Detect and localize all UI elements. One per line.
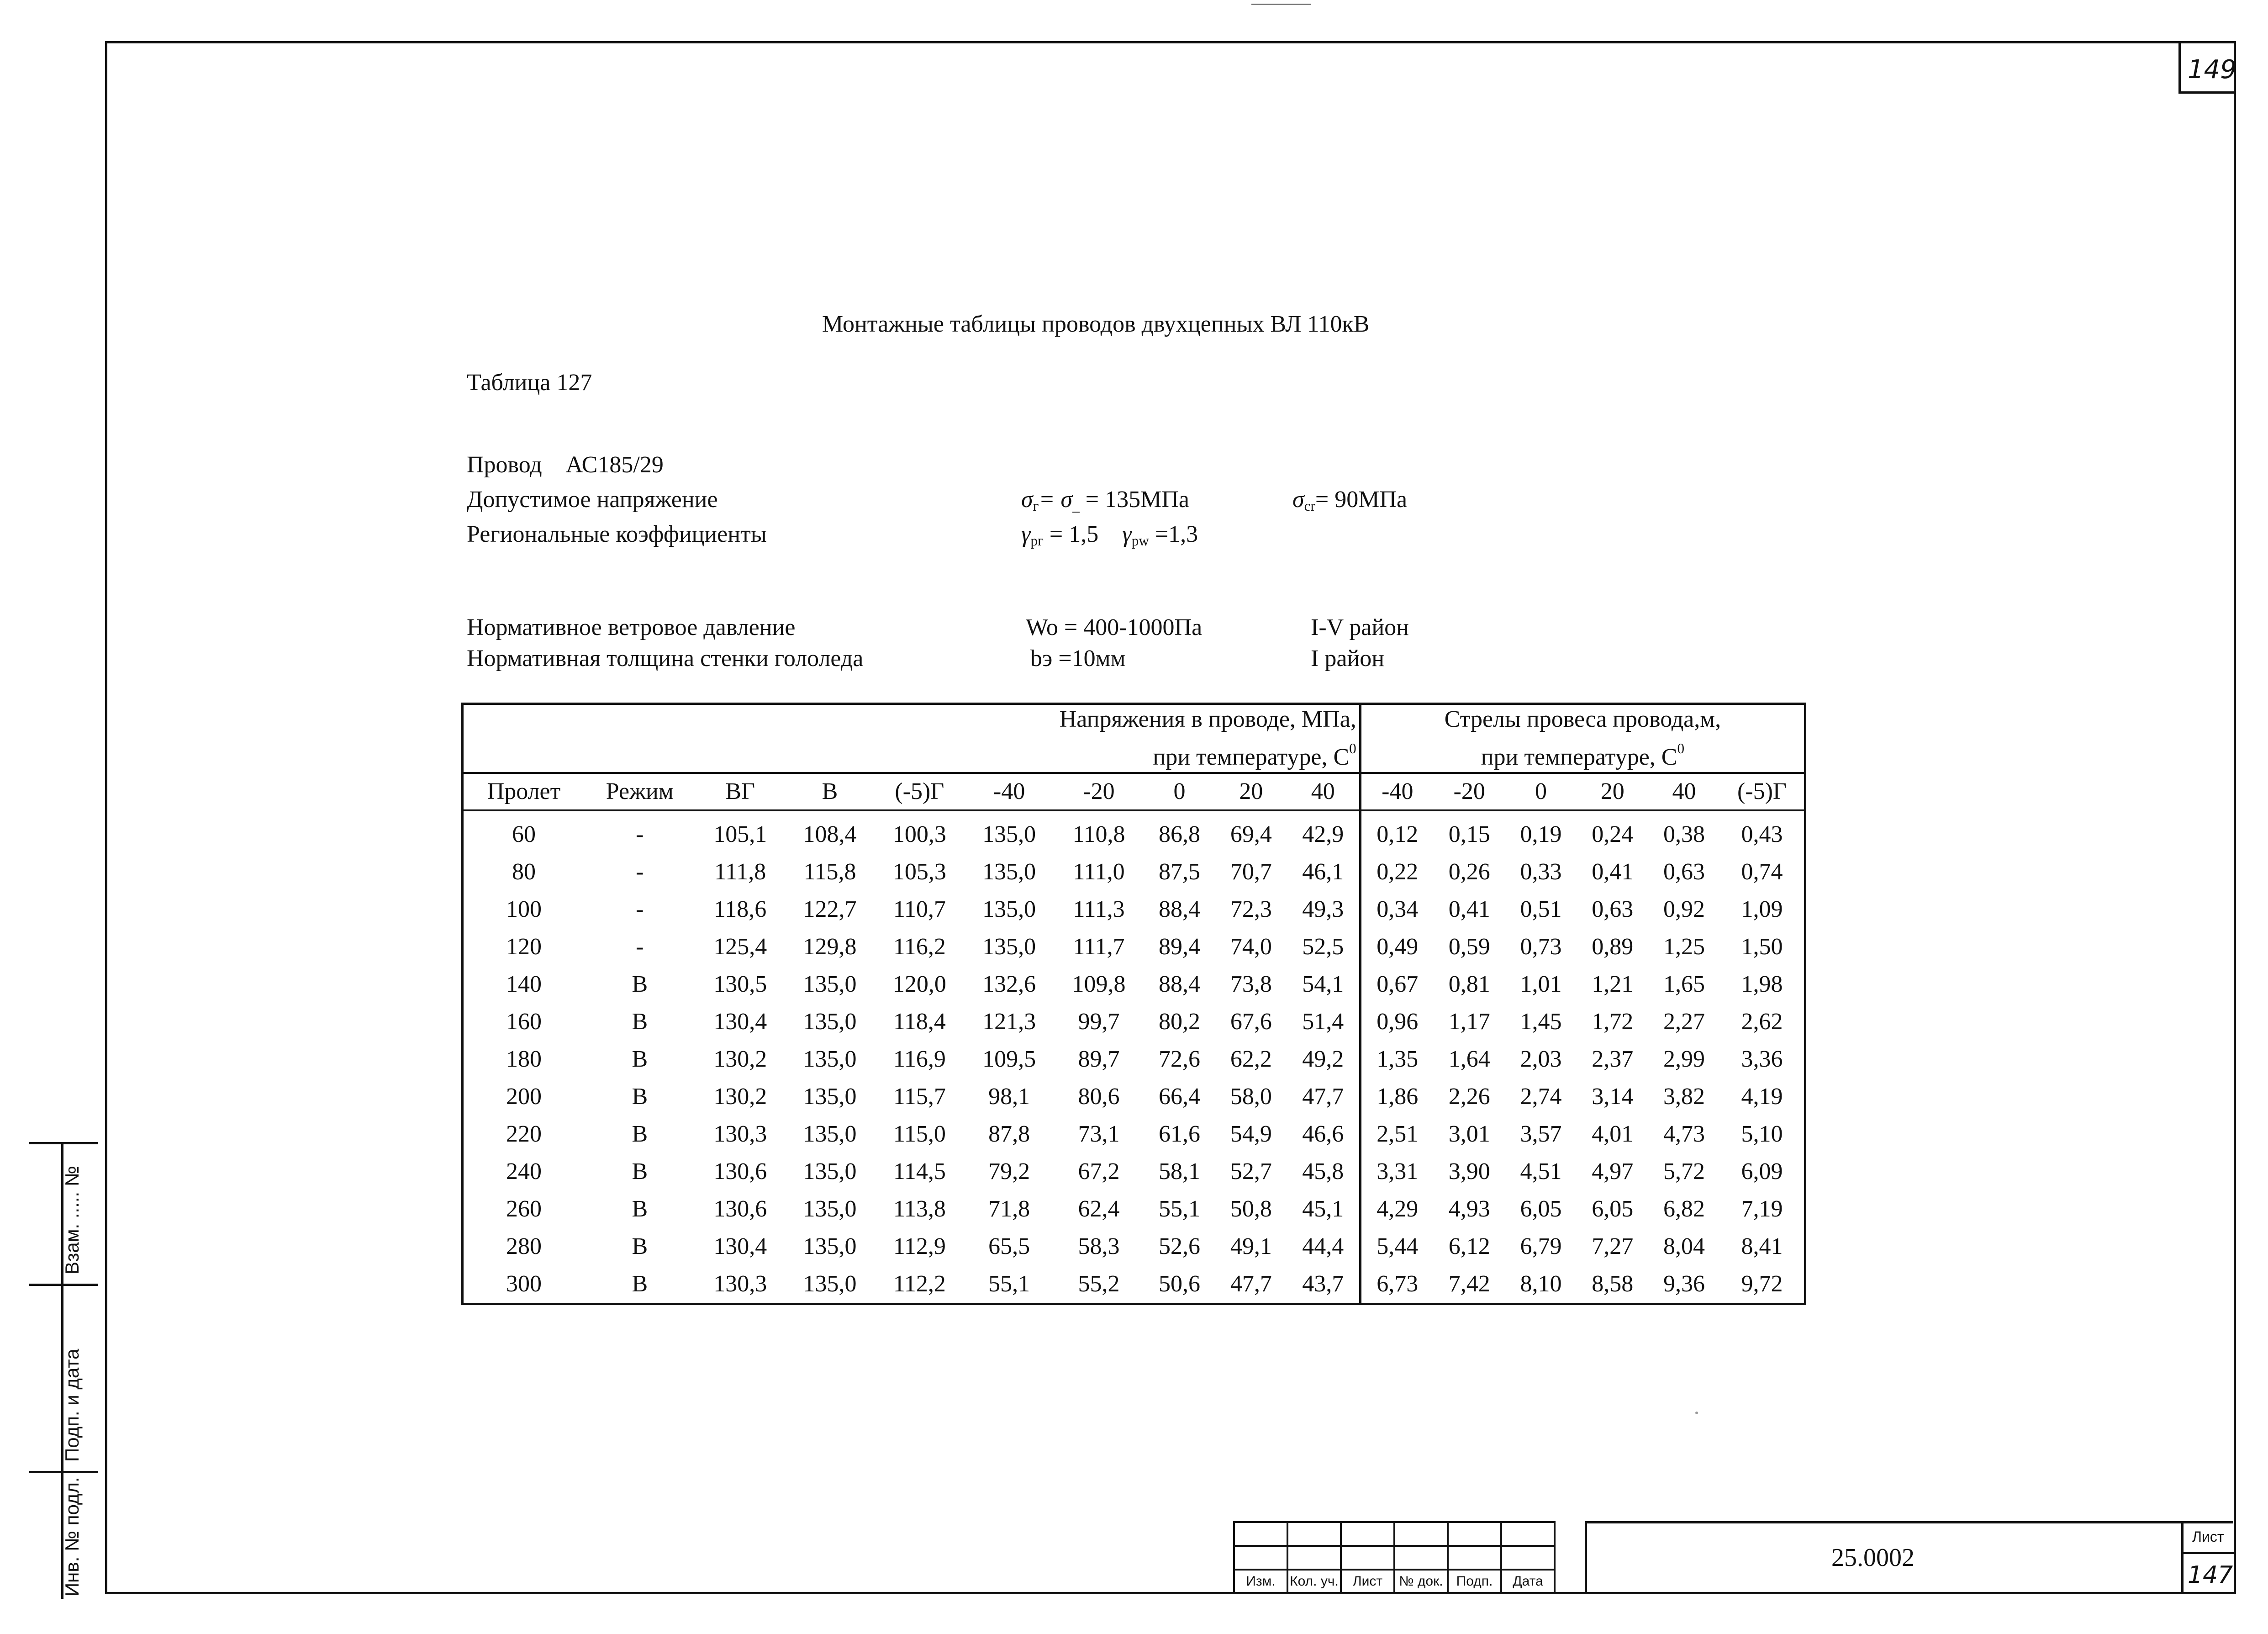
mode-cell: В xyxy=(632,1196,648,1222)
mode-cell: В xyxy=(632,1121,648,1148)
value-cell: 111,0 xyxy=(1073,859,1125,885)
value-cell: 135,0 xyxy=(982,821,1036,848)
value-cell: 2,74 xyxy=(1520,1084,1562,1110)
value-cell: 6,82 xyxy=(1663,1196,1705,1222)
value-cell: 130,2 xyxy=(713,1046,767,1073)
value-cell: 1,21 xyxy=(1592,971,1634,998)
value-cell: 49,3 xyxy=(1302,896,1344,923)
value-cell: 135,0 xyxy=(803,1121,857,1148)
value-cell: 135,0 xyxy=(803,1271,857,1297)
value-cell: 52,6 xyxy=(1159,1233,1201,1260)
mode-cell: - xyxy=(636,934,644,960)
value-cell: 87,8 xyxy=(988,1121,1030,1148)
value-cell: 115,8 xyxy=(803,859,856,885)
value-cell: 4,29 xyxy=(1360,1190,1434,1228)
value-cell: 73,8 xyxy=(1230,971,1272,998)
value-cell: 0,34 xyxy=(1360,891,1434,928)
value-cell: 67,2 xyxy=(1078,1158,1120,1185)
revision-header-cell: Изм. xyxy=(1234,1570,1287,1593)
wind-pressure-label: Нормативное ветровое давление xyxy=(467,614,796,640)
value-cell: 72,3 xyxy=(1230,896,1272,923)
value-cell: 3,14 xyxy=(1592,1084,1634,1110)
value-cell: 58,1 xyxy=(1159,1158,1201,1185)
value-cell: 55,1 xyxy=(1159,1196,1201,1222)
page-number: 149 xyxy=(2188,55,2236,85)
scan-speck xyxy=(1695,1412,1698,1414)
value-cell: 135,0 xyxy=(803,1046,857,1073)
top-scan-mark xyxy=(1251,4,1311,5)
column-header: -40 xyxy=(1360,773,1434,810)
table-row xyxy=(463,1116,1805,1153)
value-cell: 130,4 xyxy=(713,1233,767,1260)
value-cell: 58,0 xyxy=(1230,1084,1272,1110)
ice-thickness-value: bэ =10мм xyxy=(1030,645,1126,672)
value-cell: 109,5 xyxy=(982,1046,1036,1073)
table-row xyxy=(463,853,1805,891)
value-cell: 80,2 xyxy=(1159,1009,1201,1035)
wire-label: Провод xyxy=(467,452,542,478)
value-cell: 5,72 xyxy=(1663,1158,1705,1185)
regional-coefficients: $\gamma_{pг} = 1,5$ $\gamma_{pw} =1,3$ xyxy=(1021,521,1198,549)
value-cell: 69,4 xyxy=(1230,821,1272,848)
value-cell: 135,0 xyxy=(803,1158,857,1185)
value-cell: 0,63 xyxy=(1663,859,1705,885)
column-header: Режим xyxy=(584,773,696,810)
value-cell: 110,8 xyxy=(1072,821,1125,848)
value-cell: 0,38 xyxy=(1663,821,1705,848)
value-cell: 0,73 xyxy=(1520,934,1562,960)
value-cell: 0,15 xyxy=(1448,821,1490,848)
revision-header-cell: Лист xyxy=(1341,1570,1394,1593)
value-cell: 0,92 xyxy=(1663,896,1705,923)
document-title: Монтажные таблицы проводов двухцепных ВЛ 110кВ xyxy=(822,311,1370,337)
value-cell: 116,9 xyxy=(893,1046,946,1073)
value-cell: 87,5 xyxy=(1159,859,1201,885)
value-cell: 3,57 xyxy=(1520,1121,1562,1148)
ice-thickness-label: Нормативная толщина стенки гололеда xyxy=(467,645,864,672)
value-cell: 1,50 xyxy=(1741,934,1783,960)
value-cell: 58,3 xyxy=(1078,1233,1120,1260)
column-header: 40 xyxy=(1287,773,1361,810)
span-cell: 300 xyxy=(506,1271,542,1297)
value-cell: 52,7 xyxy=(1230,1158,1272,1185)
value-cell: 3,31 xyxy=(1360,1153,1434,1190)
wind-region: I-V район xyxy=(1311,614,1409,640)
value-cell: 5,44 xyxy=(1360,1228,1434,1265)
column-header: (-5)Г xyxy=(1720,773,1805,810)
span-cell: 260 xyxy=(506,1196,542,1222)
average-stress: $\sigma_{cr}= 90МПа$ xyxy=(1292,486,1408,514)
value-cell: 50,8 xyxy=(1230,1196,1272,1222)
value-cell: 109,8 xyxy=(1072,971,1126,998)
value-cell: 6,79 xyxy=(1520,1233,1562,1260)
value-cell: 1,17 xyxy=(1448,1009,1490,1035)
binding-strip xyxy=(29,1142,98,1599)
value-cell: 1,09 xyxy=(1741,896,1783,923)
value-cell: 115,7 xyxy=(893,1084,946,1110)
value-cell: 9,36 xyxy=(1663,1271,1705,1297)
value-cell: 51,4 xyxy=(1302,1009,1344,1035)
column-header: -20 xyxy=(1054,773,1144,810)
value-cell: 130,6 xyxy=(713,1158,767,1185)
mode-cell: - xyxy=(636,821,644,848)
value-cell: 0,26 xyxy=(1448,859,1490,885)
value-cell: 7,27 xyxy=(1592,1233,1634,1260)
value-cell: 45,1 xyxy=(1302,1196,1344,1222)
value-cell: 2,62 xyxy=(1741,1009,1783,1035)
value-cell: 65,5 xyxy=(988,1233,1030,1260)
value-cell: 6,05 xyxy=(1520,1196,1562,1222)
value-cell: 135,0 xyxy=(803,1233,857,1260)
value-cell: 135,0 xyxy=(982,934,1036,960)
value-cell: 86,8 xyxy=(1159,821,1201,848)
value-cell: 0,43 xyxy=(1741,821,1783,848)
value-cell: 130,6 xyxy=(713,1196,767,1222)
value-cell: 46,6 xyxy=(1302,1121,1344,1148)
allowed-stress-label: Допустимое напряжение xyxy=(467,486,718,513)
value-cell: 89,7 xyxy=(1078,1046,1120,1073)
value-cell: 3,82 xyxy=(1663,1084,1705,1110)
title-block xyxy=(1233,1521,2236,1594)
column-header: (-5)Г xyxy=(875,773,964,810)
wind-pressure-value: Wo = 400-1000Па xyxy=(1026,614,1203,640)
mode-cell: - xyxy=(636,896,644,923)
value-cell: 130,4 xyxy=(713,1009,767,1035)
value-cell: 0,59 xyxy=(1448,934,1490,960)
column-header: 20 xyxy=(1215,773,1287,810)
span-cell: 60 xyxy=(512,821,536,848)
value-cell: 110,7 xyxy=(893,896,946,923)
value-cell: 108,4 xyxy=(803,821,857,848)
value-cell: 0,41 xyxy=(1448,896,1490,923)
column-header: -40 xyxy=(965,773,1054,810)
table-row xyxy=(463,1041,1805,1078)
value-cell: 3,01 xyxy=(1448,1121,1490,1148)
span-cell: 280 xyxy=(506,1233,542,1260)
value-cell: 135,0 xyxy=(803,971,857,998)
value-cell: 6,73 xyxy=(1360,1265,1434,1304)
value-cell: 49,2 xyxy=(1302,1046,1344,1073)
value-cell: 8,10 xyxy=(1520,1271,1562,1297)
span-cell: 180 xyxy=(506,1046,542,1073)
value-cell: 4,19 xyxy=(1741,1084,1783,1110)
value-cell: 2,99 xyxy=(1663,1046,1705,1073)
value-cell: 99,7 xyxy=(1078,1009,1120,1035)
value-cell: 0,89 xyxy=(1592,934,1634,960)
span-cell: 80 xyxy=(512,859,536,885)
mode-cell: - xyxy=(636,859,644,885)
sag-group-header: Стрелы провеса провода,м, при температуре, $С^0$ xyxy=(1360,704,1805,773)
group-header-row xyxy=(463,704,1805,773)
span-cell: 140 xyxy=(506,971,542,998)
column-header: -20 xyxy=(1434,773,1505,810)
value-cell: 50,6 xyxy=(1159,1271,1201,1297)
revision-header-cell: № док. xyxy=(1394,1570,1448,1593)
table-row xyxy=(463,928,1805,966)
value-cell: 0,41 xyxy=(1592,859,1634,885)
value-cell: 72,6 xyxy=(1159,1046,1201,1073)
value-cell: 2,26 xyxy=(1448,1084,1490,1110)
value-cell: 62,2 xyxy=(1230,1046,1272,1073)
value-cell: 55,1 xyxy=(988,1271,1030,1297)
value-cell: 43,7 xyxy=(1302,1271,1344,1297)
table-row xyxy=(463,1265,1805,1304)
value-cell: 0,74 xyxy=(1741,859,1783,885)
value-cell: 71,8 xyxy=(988,1196,1030,1222)
value-cell: 8,04 xyxy=(1663,1233,1705,1260)
mode-cell: В xyxy=(632,1046,648,1073)
column-header-row xyxy=(463,773,1805,810)
value-cell: 2,37 xyxy=(1592,1046,1634,1073)
value-cell: 98,1 xyxy=(988,1084,1030,1110)
wire-value: АС185/29 xyxy=(565,452,664,478)
value-cell: 73,1 xyxy=(1078,1121,1120,1148)
value-cell: 4,93 xyxy=(1448,1196,1490,1222)
sheet-label: Лист xyxy=(2192,1528,2224,1545)
value-cell: 44,4 xyxy=(1302,1233,1344,1260)
table-row xyxy=(463,966,1805,1003)
table-row xyxy=(463,1228,1805,1265)
value-cell: 135,0 xyxy=(803,1196,857,1222)
value-cell: 4,51 xyxy=(1520,1158,1562,1185)
value-cell: 70,7 xyxy=(1230,859,1272,885)
value-cell: 115,0 xyxy=(893,1121,946,1148)
mode-cell: В xyxy=(632,971,648,998)
stress-group-header: Напряжения в проводе, МПа, при температуре, $С^0$ xyxy=(1059,706,1356,770)
value-cell: 0,67 xyxy=(1360,966,1434,1003)
value-cell: 118,4 xyxy=(893,1009,946,1035)
revision-header-cell: Кол. уч. xyxy=(1287,1570,1341,1593)
value-cell: 113,8 xyxy=(893,1196,946,1222)
value-cell: 89,4 xyxy=(1159,934,1201,960)
value-cell: 54,9 xyxy=(1230,1121,1272,1148)
value-cell: 2,27 xyxy=(1663,1009,1705,1035)
value-cell: 130,3 xyxy=(713,1121,767,1148)
value-cell: 135,0 xyxy=(982,896,1036,923)
value-cell: 1,25 xyxy=(1663,934,1705,960)
value-cell: 45,8 xyxy=(1302,1158,1344,1185)
column-header: 0 xyxy=(1505,773,1577,810)
revision-header-row xyxy=(1234,1570,1555,1593)
value-cell: 0,51 xyxy=(1520,896,1562,923)
value-cell: 1,65 xyxy=(1663,971,1705,998)
value-cell: 129,8 xyxy=(803,934,857,960)
column-header: Пролет xyxy=(463,773,585,810)
value-cell: 1,01 xyxy=(1520,971,1562,998)
column-header: В xyxy=(785,773,875,810)
table-label: Таблица 127 xyxy=(467,370,592,396)
value-cell: 6,09 xyxy=(1741,1158,1783,1185)
document-code: 25.0002 xyxy=(1831,1544,1915,1572)
span-cell: 240 xyxy=(506,1158,542,1185)
revision-header-cell: Дата xyxy=(1501,1570,1555,1593)
value-cell: 135,0 xyxy=(982,859,1036,885)
regional-coefficients-label: Региональные коэффициенты xyxy=(467,521,767,547)
value-cell: 111,7 xyxy=(1073,934,1125,960)
column-header: 20 xyxy=(1577,773,1648,810)
value-cell: 47,7 xyxy=(1230,1271,1272,1297)
value-cell: 3,36 xyxy=(1741,1046,1783,1073)
value-cell: 0,81 xyxy=(1448,971,1490,998)
sheet-number: 147 xyxy=(2188,1561,2233,1589)
value-cell: 3,90 xyxy=(1448,1158,1490,1185)
value-cell: 0,22 xyxy=(1360,853,1434,891)
value-cell: 9,72 xyxy=(1741,1271,1783,1297)
table-row xyxy=(463,891,1805,928)
column-header: 0 xyxy=(1144,773,1215,810)
value-cell: 1,35 xyxy=(1360,1041,1434,1078)
sheet-divider xyxy=(2181,1552,2236,1554)
value-cell: 4,01 xyxy=(1592,1121,1634,1148)
value-cell: 116,2 xyxy=(893,934,946,960)
value-cell: 7,19 xyxy=(1741,1196,1783,1222)
value-cell: 118,6 xyxy=(714,896,767,923)
value-cell: 130,2 xyxy=(713,1084,767,1110)
value-cell: 1,86 xyxy=(1360,1078,1434,1116)
value-cell: 114,5 xyxy=(893,1158,946,1185)
value-cell: 88,4 xyxy=(1159,971,1201,998)
span-cell: 200 xyxy=(506,1084,542,1110)
replacement-field: Взам. ..... № xyxy=(61,1166,83,1274)
value-cell: 5,10 xyxy=(1741,1121,1783,1148)
value-cell: 52,5 xyxy=(1302,934,1344,960)
allowed-stress-formula: $\sigma_г= \sigma_{\_} = 135МПа$ xyxy=(1021,486,1189,514)
value-cell: 4,73 xyxy=(1663,1121,1705,1148)
table-row xyxy=(463,810,1805,853)
table-body xyxy=(463,810,1805,1304)
value-cell: 0,33 xyxy=(1520,859,1562,885)
signature-date-field: Подп. и дата xyxy=(61,1348,83,1462)
value-cell: 2,03 xyxy=(1520,1046,1562,1073)
value-cell: 112,2 xyxy=(893,1271,946,1297)
value-cell: 6,05 xyxy=(1592,1196,1634,1222)
mode-cell: В xyxy=(632,1233,648,1260)
revision-header-cell: Подп. xyxy=(1448,1570,1501,1593)
revision-grid xyxy=(1233,1521,1556,1594)
column-header: 40 xyxy=(1648,773,1720,810)
value-cell: 111,8 xyxy=(714,859,766,885)
span-cell: 120 xyxy=(506,934,542,960)
value-cell: 1,45 xyxy=(1520,1009,1562,1035)
table-row xyxy=(463,1078,1805,1116)
ice-region: I район xyxy=(1311,645,1385,672)
value-cell: 7,42 xyxy=(1448,1271,1490,1297)
value-cell: 0,49 xyxy=(1360,928,1434,966)
value-cell: 132,6 xyxy=(982,971,1036,998)
value-cell: 122,7 xyxy=(803,896,857,923)
value-cell: 0,63 xyxy=(1592,896,1634,923)
value-cell: 8,41 xyxy=(1741,1233,1783,1260)
value-cell: 130,5 xyxy=(713,971,767,998)
value-cell: 4,97 xyxy=(1592,1158,1634,1185)
value-cell: 135,0 xyxy=(803,1084,857,1110)
value-cell: 111,3 xyxy=(1073,896,1125,923)
value-cell: 80,6 xyxy=(1078,1084,1120,1110)
value-cell: 1,64 xyxy=(1448,1046,1490,1073)
table-row xyxy=(463,1003,1805,1041)
value-cell: 8,58 xyxy=(1592,1271,1634,1297)
value-cell: 6,12 xyxy=(1448,1233,1490,1260)
value-cell: 49,1 xyxy=(1230,1233,1272,1260)
wire-row xyxy=(467,451,664,478)
mode-cell: В xyxy=(632,1271,648,1297)
mode-cell: В xyxy=(632,1084,648,1110)
span-cell: 160 xyxy=(506,1009,542,1035)
value-cell: 0,96 xyxy=(1360,1003,1434,1041)
value-cell: 105,3 xyxy=(892,859,946,885)
mounting-table xyxy=(461,703,1806,1305)
value-cell: 125,4 xyxy=(713,934,767,960)
table-row xyxy=(463,1153,1805,1190)
value-cell: 1,98 xyxy=(1741,971,1783,998)
value-cell: 55,2 xyxy=(1078,1271,1120,1297)
value-cell: 0,19 xyxy=(1520,821,1562,848)
value-cell: 105,1 xyxy=(713,821,767,848)
value-cell: 74,0 xyxy=(1230,934,1272,960)
column-header: ВГ xyxy=(696,773,785,810)
value-cell: 46,1 xyxy=(1302,859,1344,885)
value-cell: 47,7 xyxy=(1302,1084,1344,1110)
value-cell: 130,3 xyxy=(713,1271,767,1297)
value-cell: 2,51 xyxy=(1360,1116,1434,1153)
mode-cell: В xyxy=(632,1158,648,1185)
value-cell: 0,24 xyxy=(1592,821,1634,848)
table-row xyxy=(463,1190,1805,1228)
span-cell: 220 xyxy=(506,1121,542,1148)
value-cell: 0,12 xyxy=(1360,810,1434,853)
value-cell: 67,6 xyxy=(1230,1009,1272,1035)
value-cell: 135,0 xyxy=(803,1009,857,1035)
inventory-field: Инв. № подл. xyxy=(61,1477,83,1597)
mode-cell: В xyxy=(632,1009,648,1035)
value-cell: 121,3 xyxy=(982,1009,1036,1035)
value-cell: 1,72 xyxy=(1592,1009,1634,1035)
value-cell: 100,3 xyxy=(892,821,946,848)
value-cell: 79,2 xyxy=(988,1158,1030,1185)
value-cell: 120,0 xyxy=(892,971,946,998)
span-cell: 100 xyxy=(506,896,542,923)
value-cell: 112,9 xyxy=(893,1233,946,1260)
value-cell: 42,9 xyxy=(1302,821,1344,848)
value-cell: 62,4 xyxy=(1078,1196,1120,1222)
value-cell: 66,4 xyxy=(1159,1084,1201,1110)
value-cell: 54,1 xyxy=(1302,971,1344,998)
value-cell: 88,4 xyxy=(1159,896,1201,923)
value-cell: 61,6 xyxy=(1159,1121,1201,1148)
